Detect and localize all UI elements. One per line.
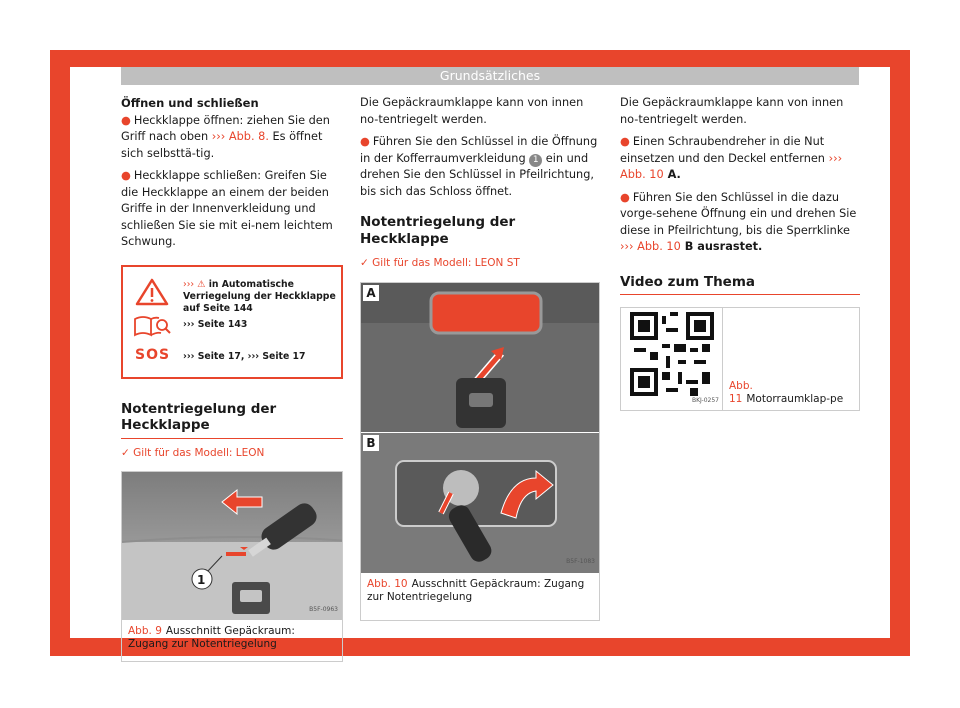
bullet-dot-icon: ● — [620, 190, 630, 204]
figure-9-image — [122, 472, 342, 620]
warning-box — [121, 265, 343, 379]
book-icon — [131, 311, 173, 341]
bullet-dot-icon: ● — [620, 135, 630, 148]
page-number: 17 — [875, 623, 888, 634]
figure-11-caption: Abb. 11 Motorraumklap-pe — [729, 380, 844, 405]
left-column — [121, 95, 343, 662]
figure-10-label-a: A — [363, 285, 379, 301]
right-intro: Die Gepäckraumklappe kann von innen no-tentriegelt werden. — [620, 96, 844, 126]
page-frame — [50, 50, 910, 656]
page-header: Grundsätzliches — [121, 67, 859, 85]
middle-column — [360, 95, 600, 621]
right-bullet-1: ● Einen Schraubendreher in die Nut einsetzen und den Deckel entfernen ››› Abb. 10 A. — [620, 135, 843, 181]
sos-icon: SOS — [135, 346, 171, 363]
warning-row — [123, 277, 341, 314]
warning-triangle-icon — [131, 277, 173, 307]
right-column — [620, 95, 860, 411]
callout-1-inline: 1 — [529, 154, 542, 167]
figure-9-caption: Abb. 9 Ausschnitt Gepäckraum: Zugang zur Notentriegelung — [128, 625, 295, 650]
figure-10-code: B5F-1083 — [566, 558, 595, 565]
book-row — [123, 311, 341, 341]
video-section-title: Video zum Thema — [620, 274, 860, 296]
figure-11 — [620, 307, 860, 411]
middle-bullet: ● Führen Sie den Schlüssel in die Öffnung in der Kofferraumverkleidung 1 ein und drehen Sie den Schlüssel in Pfeilrichtung, bis sich das Schloss öffnet. — [360, 135, 598, 198]
middle-intro: Die Gepäckraumklappe kann von innen no-tentriegelt werden. — [360, 96, 584, 126]
sos-row — [123, 343, 341, 373]
trunk-cover-illustration — [361, 283, 599, 432]
bullet-dot-icon: ● — [121, 113, 131, 127]
figure-10-caption: Abb. 10 Ausschnitt Gepäckraum: Zugang zur Notentriegelung — [367, 577, 585, 603]
bullet-open: ● Heckklappe öffnen: ziehen Sie den Griff nach oben ››› Abb. 8. Es öffnet sich selbsttä-tig. — [121, 113, 330, 160]
figure-10b-image — [361, 433, 599, 573]
figure-10a-image — [361, 283, 599, 433]
page-content — [70, 67, 890, 650]
key-lock-illustration — [361, 433, 599, 573]
model-note-leon: ✓ Gilt für das Modell: LEON — [121, 446, 265, 459]
book-ref-text[interactable]: ››› Seite 143 — [183, 318, 248, 330]
section-heading-open-close: Öffnen und schließen — [121, 96, 259, 110]
trunk-illustration — [122, 472, 342, 620]
figure-10 — [360, 282, 600, 621]
link-abb-8[interactable]: ››› Abb. 8. — [211, 130, 269, 143]
bullet-dot-icon: ● — [360, 135, 370, 148]
qr-code-icon — [627, 312, 717, 396]
qr-code-area[interactable] — [621, 308, 723, 410]
bullet-close: ● Heckklappe schließen: Greifen Sie die Heckklappe an einem der beiden Griffe in der Innenverkleidung und schließen Sie sie mit ei-nem leichtem Schwung. — [121, 169, 333, 248]
link-abb-10-b[interactable]: ››› Abb. 10 — [620, 240, 681, 253]
section-title-leon-st: Notentriegelung der Heckklappe — [360, 214, 516, 247]
check-icon: ✓ — [121, 446, 134, 459]
figure-9 — [121, 471, 343, 662]
callout-1: 1 — [197, 573, 206, 587]
section-title-leon: Notentriegelung der Heckklappe — [121, 401, 343, 439]
figure-9-code: B5F-0963 — [309, 605, 338, 613]
warning-text: ››› ⚠ in Automatische Verriegelung der Heckklappe auf Seite 144 — [183, 278, 336, 314]
sos-ref-text[interactable]: ››› Seite 17, ››› Seite 17 — [183, 350, 306, 362]
check-icon: ✓ — [360, 257, 373, 269]
qr-code-id: BKJ-0257 — [691, 396, 719, 404]
bullet-dot-icon: ● — [121, 169, 131, 182]
small-warning-icon: ⚠ — [197, 278, 206, 290]
figure-10-label-b: B — [363, 435, 379, 451]
model-note-leon-st: ✓ Gilt für das Modell: LEON ST — [360, 257, 520, 269]
right-bullet-2: ● Führen Sie den Schlüssel in die dazu vorge-sehene Öffnung ein und drehen Sie diese in Pfeilrichtung, bis die Sperrklinke ››› Abb. 10 B ausrastet. — [620, 190, 857, 253]
link-abb-10[interactable]: ››› Abb. 10 — [620, 151, 843, 181]
